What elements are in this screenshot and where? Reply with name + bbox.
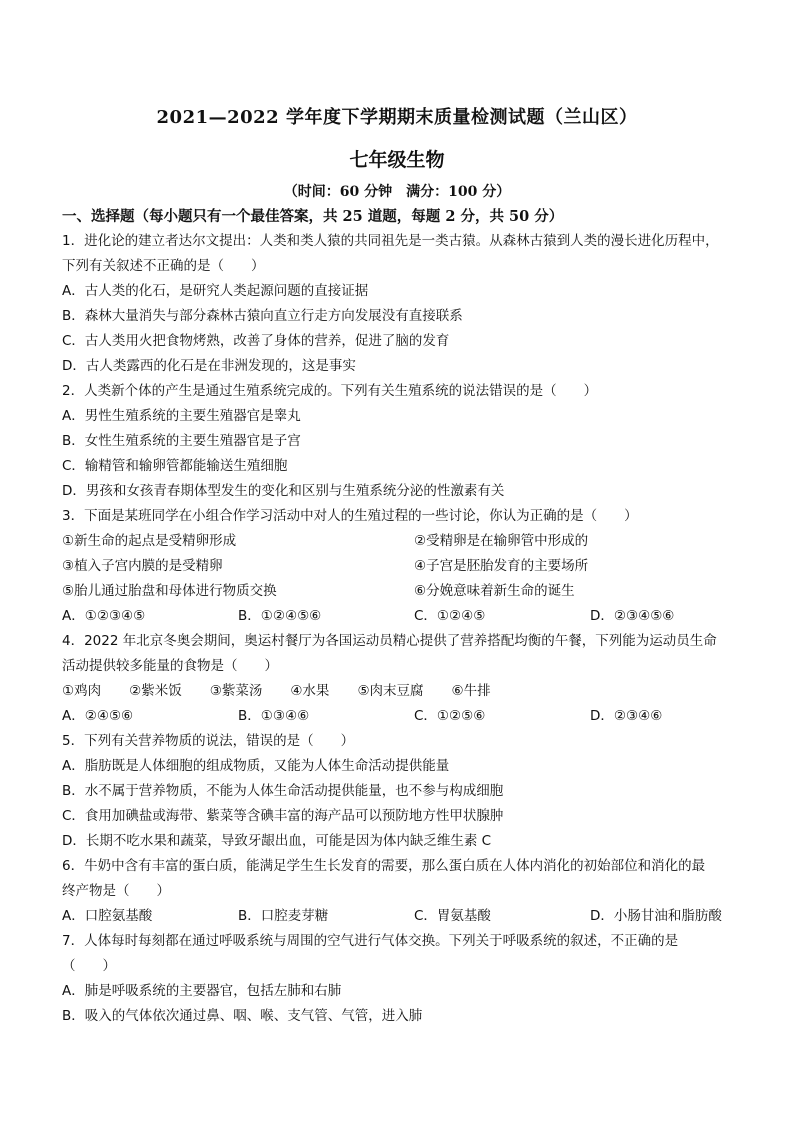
statement-item: ③植入子宫内膜的是受精卵 — [62, 558, 223, 574]
question-5 — [62, 729, 742, 854]
statement-item: ②受精卵是在输卵管中形成的 — [414, 533, 589, 549]
option-a: A．脂肪既是人体细胞的组成物质，又能为人体生命活动提供能量 — [62, 758, 450, 774]
question-3 — [62, 504, 742, 629]
food-item: ⑤肉末豆腐 — [357, 683, 424, 699]
statement-item: ⑥分娩意味着新生命的诞生 — [414, 583, 575, 599]
question-7 — [62, 929, 742, 1029]
question-2 — [62, 379, 742, 504]
answer-row — [62, 604, 742, 629]
question-stem: 1．进化论的建立者达尔文提出：人类和类人猿的共同祖先是一类古猿。从森林古猿到人类的漫长进化历程中， — [62, 233, 719, 249]
option-a: A．①②③④⑤ — [62, 608, 146, 624]
food-item: ⑥牛排 — [451, 683, 491, 699]
option-c: C．食用加碘盐或海带、紫菜等含碘丰富的海产品可以预防地方性甲状腺肿 — [62, 808, 504, 824]
question-stem: 下列有关叙述不正确的是（ ） — [62, 258, 265, 274]
question-6 — [62, 854, 742, 929]
option-b: B．①③④⑥ — [238, 708, 310, 724]
section-heading: 一、选择题（每小题只有一个最佳答案，共 25 道题，每题 2 分，共 50 分） — [62, 208, 564, 225]
option-b: B．吸入的气体依次通过鼻、咽、喉、支气管、气管，进入肺 — [62, 1008, 423, 1024]
statement-item: ⑤胎儿通过胎盘和母体进行物质交换 — [62, 583, 277, 599]
option-a: A．口腔氨基酸 — [62, 908, 153, 924]
option-c: C．胃氨基酸 — [414, 908, 491, 924]
food-items-row — [62, 679, 742, 704]
page-subtitle: 七年级生物 — [349, 149, 445, 171]
statement-row — [62, 579, 742, 604]
option-b: B．女性生殖系统的主要生殖器官是子宫 — [62, 433, 301, 449]
food-item: ①鸡肉 — [62, 683, 102, 699]
question-4 — [62, 629, 742, 729]
question-stem: 2．人类新个体的产生是通过生殖系统完成的。下列有关生殖系统的说法错误的是（ ） — [62, 383, 598, 399]
time-info: （时间：60 分钟 满分：100 分） — [283, 184, 511, 200]
option-c: C．输精管和输卵管都能输送生殖细胞 — [62, 458, 288, 474]
question-stem: 终产物是（ ） — [62, 883, 170, 899]
question-stem: 6．牛奶中含有丰富的蛋白质，能满足学生生长发育的需要，那么蛋白质在人体内消化的初始部位和消化的最 — [62, 858, 706, 874]
statement-item: ④子宫是胚胎发育的主要场所 — [414, 558, 589, 574]
question-stem: 4．2022 年北京冬奥会期间，奥运村餐厅为各国运动员精心提供了营养搭配均衡的午餐，下列能为运动员生命 — [62, 633, 717, 649]
question-stem: 7．人体每时每刻都在通过呼吸系统与周围的空气进行气体交换。下列关于呼吸系统的叙述，不正确的是 — [62, 933, 679, 949]
answer-row — [62, 704, 742, 729]
page-title: 2021—2022 学年度下学期期末质量检测试题（兰山区） — [156, 107, 638, 128]
option-b: B．口腔麦芽糖 — [238, 908, 329, 924]
option-d: D．男孩和女孩青春期体型发生的变化和区别与生殖系统分泌的性激素有关 — [62, 483, 505, 499]
food-item: ②紫米饭 — [129, 683, 182, 699]
statement-row — [62, 529, 742, 554]
option-d: D．古人类露西的化石是在非洲发现的，这是事实 — [62, 358, 356, 374]
question-stem: 5．下列有关营养物质的说法，错误的是（ ） — [62, 733, 355, 749]
food-item: ③紫菜汤 — [209, 683, 263, 699]
option-c: C．①②④⑤ — [414, 608, 486, 624]
exam-content — [62, 204, 742, 1029]
option-d: D．长期不吃水果和蔬菜，导致牙龈出血，可能是因为体内缺乏维生素 C — [62, 833, 492, 849]
option-b: B．水不属于营养物质，不能为人体生命活动提供能量，也不参与构成细胞 — [62, 783, 504, 799]
statement-row — [62, 554, 742, 579]
option-c: C．古人类用火把食物烤熟，改善了身体的营养，促进了脑的发育 — [62, 333, 450, 349]
option-a: A．②④⑤⑥ — [62, 708, 134, 724]
option-a: A．男性生殖系统的主要生殖器官是睾丸 — [62, 408, 301, 424]
option-b: B．森林大量消失与部分森林古猿向直立行走方向发展没有直接联系 — [62, 308, 463, 324]
option-c: C．①②⑤⑥ — [414, 708, 486, 724]
question-1 — [62, 229, 742, 379]
question-stem: （ ） — [62, 958, 116, 974]
option-d: D．②③④⑤⑥ — [590, 608, 675, 624]
question-stem: 3．下面是某班同学在小组合作学习活动中对人的生殖过程的一些讨论，你认为正确的是（ ） — [62, 508, 638, 524]
answer-row — [62, 904, 742, 929]
food-item: ④水果 — [290, 683, 330, 699]
statement-item: ①新生命的起点是受精卵形成 — [62, 533, 237, 549]
option-a: A．古人类的化石，是研究人类起源问题的直接证据 — [62, 283, 369, 299]
option-d: D．小肠甘油和脂肪酸 — [590, 908, 722, 924]
option-d: D．②③④⑥ — [590, 708, 663, 724]
question-stem: 活动提供较多能量的食物是（ ） — [62, 658, 278, 674]
option-b: B．①②④⑤⑥ — [238, 608, 322, 624]
option-a: A．肺是呼吸系统的主要器官，包括左肺和右肺 — [62, 983, 342, 999]
